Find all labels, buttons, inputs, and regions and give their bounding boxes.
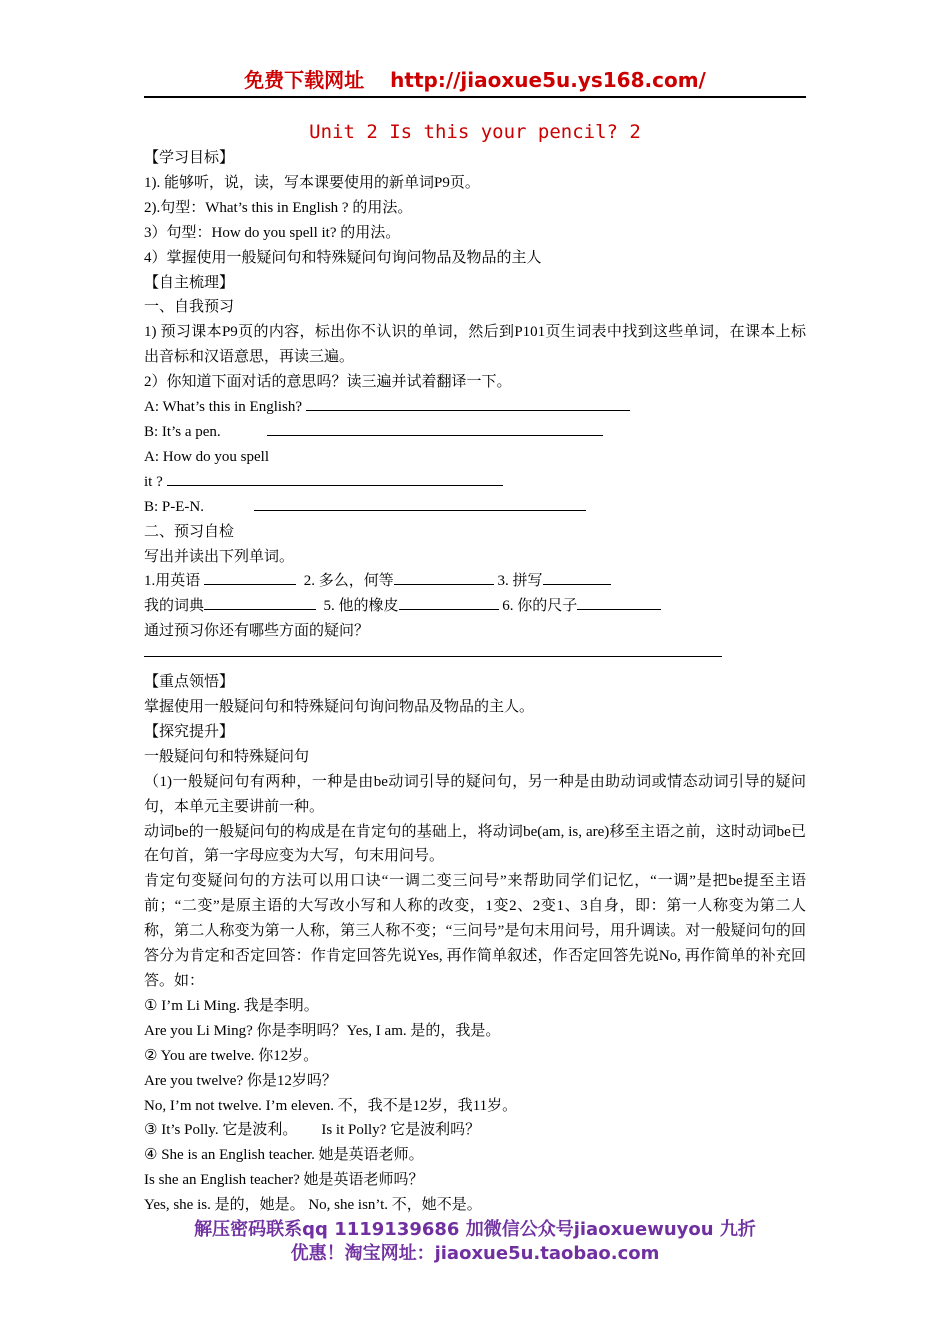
review-heading: 【自主梳理】: [144, 274, 235, 291]
answer-blank[interactable]: [254, 497, 586, 511]
explanation-paragraph: （1)一般疑问句有两种，一种是由be动词引导的疑问句，另一种是由助动词或情态动词引导的疑问句，本单元主要讲前一种。: [144, 773, 806, 815]
site-label: 免费下载网址: [244, 68, 365, 92]
example-line: ④ She is an English teacher. 她是英语老师。: [144, 1147, 424, 1164]
check-intro: 写出并读出下列单词。: [144, 548, 295, 565]
answer-blank[interactable]: [306, 397, 630, 411]
explore-subheading: 一般疑问句和特殊疑问句: [144, 748, 310, 765]
preview-instruction-2: 2）你知道下面对话的意思吗？读三遍并试着翻译一下。: [144, 374, 512, 391]
key-heading: 【重点领悟】: [144, 674, 235, 691]
page-title: Unit 2 Is this your pencil? 2: [309, 121, 641, 143]
word-blank[interactable]: [394, 571, 494, 585]
question-blank[interactable]: [144, 644, 722, 657]
explanation-paragraph: 肯定句变疑问句的方法可以用口诀“一调二变三问号”来帮助同学们记忆，“一调”是把be提至主语前；“二变”是原主语的大写改小写和人称的改变，1变2、2变1、3自身，即：第一人称变为第二人称，第二人称变为第一人称，第三人称不变；“三问号”是句末用问号，用升调读。对一般疑问句的回答分为肯定和否定回答：作肯定回答先说Yes, 再作简单叙述，作否定回答先说No, 再作简单的补充回答。如：: [144, 873, 806, 989]
goal-item: 4）掌握使用一般疑问句和特殊疑问句询问物品及物品的主人: [144, 249, 542, 266]
example-line: ① I’m Li Ming. 我是李明。: [144, 997, 319, 1014]
dialog-line: A: What’s this in English?: [144, 395, 806, 420]
example-line: Are you Li Ming? 你是李明吗？Yes, I am. 是的，我是。: [144, 1022, 501, 1039]
page-footer: [144, 1218, 806, 1266]
example-line: ② You are twelve. 你12岁。: [144, 1047, 319, 1064]
footer-line: 解压密码联系qq 1119139686 加微信公众号jiaoxuewuyou 九折: [194, 1219, 756, 1240]
preview-heading: 一、自我预习: [144, 299, 235, 316]
goal-item: 1). 能够听，说，读，写本课要使用的新单词P9页。: [144, 174, 480, 191]
dialog-line: it ?: [144, 470, 806, 495]
explore-heading: 【探究提升】: [144, 723, 235, 740]
answer-blank[interactable]: [267, 422, 603, 436]
example-line: Yes, she is. 是的，她是。 No, she isn’t. 不，她不是。: [144, 1197, 482, 1214]
word-row: 我的词典 5. 他的橡皮 6. 你的尺子: [144, 594, 806, 619]
document-body: [144, 146, 806, 1218]
footer-line: 优惠！淘宝网址：jiaoxue5u.taobao.com: [290, 1243, 660, 1264]
page-header: [144, 66, 806, 98]
goals-heading: 【学习目标】: [144, 150, 235, 166]
goal-item: 2).句型：What’s this in English ? 的用法。: [144, 199, 413, 216]
check-heading: 二、预习自检: [144, 523, 235, 540]
word-blank[interactable]: [204, 596, 316, 610]
example-line: ③ It’s Polly. 它是波利。 Is it Polly? 它是波利吗？: [144, 1122, 481, 1139]
dialog-line: B: P-E-N.: [144, 495, 806, 520]
word-blank[interactable]: [577, 596, 661, 610]
example-line: No, I’m not twelve. I’m eleven. 不，我不是12岁，我11岁。: [144, 1097, 518, 1114]
key-text: 掌握使用一般疑问句和特殊疑问句询问物品及物品的主人。: [144, 699, 535, 716]
answer-blank[interactable]: [167, 472, 503, 486]
dialog-line: A: How do you spell: [144, 448, 269, 465]
word-blank[interactable]: [204, 571, 296, 585]
dialog-line: B: It’s a pen.: [144, 420, 806, 445]
explanation-paragraph: 动词be的一般疑问句的构成是在肯定句的基础上，将动词be(am, is, are)移至主语之前，这时动词be已在句首，第一字母应变为大写，句末用问号。: [144, 823, 806, 865]
goal-item: 3）句型：How do you spell it? 的用法。: [144, 224, 401, 241]
example-line: Are you twelve? 你是12岁吗？: [144, 1072, 337, 1089]
word-blank[interactable]: [543, 571, 611, 585]
preview-instruction-1: 1) 预习课本P9页的内容，标出你不认识的单词，然后到P101页生词表中找到这些单词，在课本上标出音标和汉语意思，再读三遍。: [144, 324, 806, 366]
question-prompt: 通过预习你还有哪些方面的疑问？: [144, 623, 370, 640]
site-url-link[interactable]: http://jiaoxue5u.ys168.com/: [390, 68, 706, 92]
word-blank[interactable]: [399, 596, 499, 610]
word-row: 1.用英语 2. 多么，何等 3. 拼写: [144, 569, 806, 594]
example-line: Is she an English teacher? 她是英语老师吗？: [144, 1172, 424, 1189]
